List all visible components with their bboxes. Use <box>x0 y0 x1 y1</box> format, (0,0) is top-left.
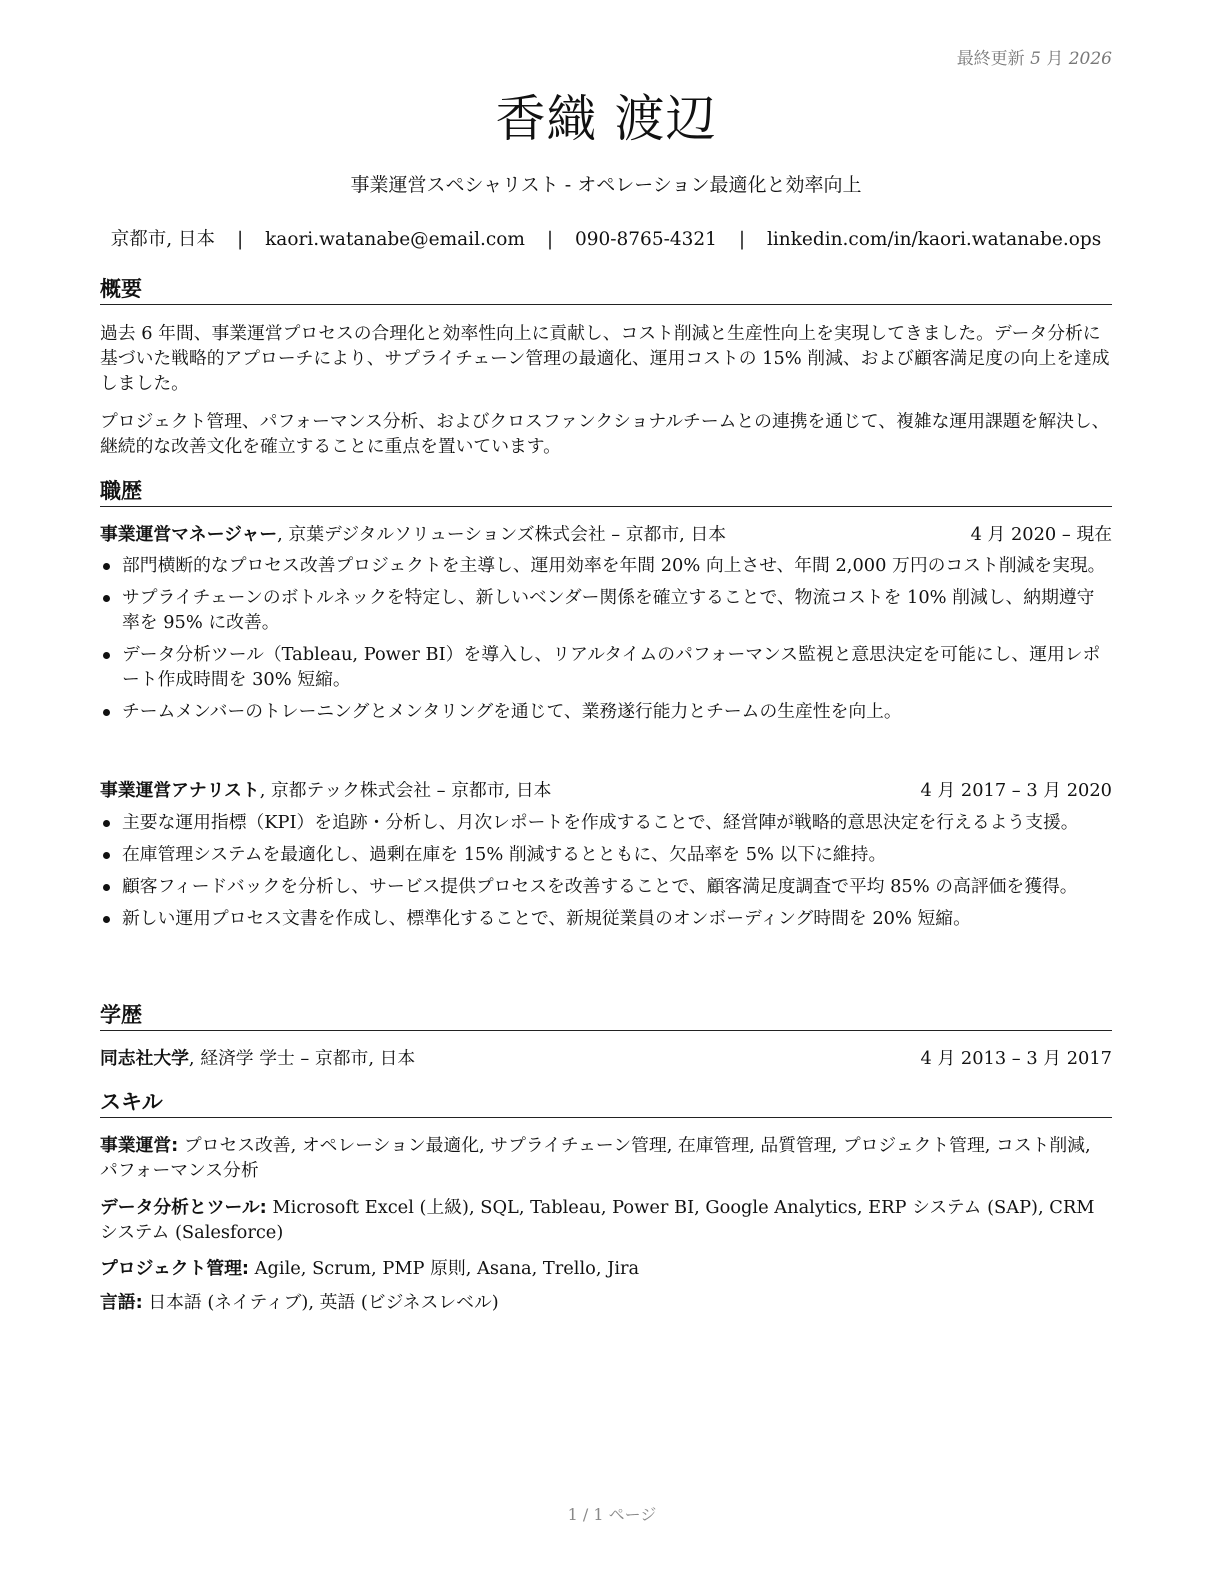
bullet-text: 部門横断的なプロセス改善プロジェクトを主導し、運用効率を年間 20% 向上させ、年間 2,000 万円のコスト削減を実現。 <box>122 555 1106 576</box>
job-dates: 4 月 2017 – 3 月 2020 <box>920 780 1112 801</box>
bullet-text: 顧客フィードバックを分析し、サービス提供プロセスを改善することで、顧客満足度調査で平均 85% の高評価を獲得。 <box>122 876 1078 897</box>
skill-label: データ分析とツール: <box>100 1197 267 1218</box>
last-updated-month: 5 <box>1030 49 1041 69</box>
list-item <box>100 874 1112 899</box>
bullet-text: 在庫管理システムを最適化し、過剰在庫を 15% 削減するとともに、欠品率を 5% 以下に維持。 <box>122 844 887 865</box>
job-role: 事業運営アナリスト <box>100 780 260 801</box>
job-dates: 4 月 2020 – 現在 <box>970 524 1112 545</box>
skill-row <box>100 1133 1112 1183</box>
headline: 事業運営スペシャリスト - オペレーション最適化と効率向上 <box>350 174 862 196</box>
job-bullets <box>100 553 1112 731</box>
last-updated-year: 2026 <box>1068 49 1112 69</box>
job-bullets <box>100 810 1112 938</box>
page-indicator: 1 / 1 ページ <box>567 1505 657 1524</box>
section-title-summary: 概要 <box>100 276 1112 305</box>
bullet-icon <box>103 563 110 570</box>
bullet-text: サプライチェーンのボトルネックを特定し、新しいベンダー関係を確立することで、物流コストを 10% 削減し、納期遵守率を 95% に改善。 <box>122 587 1095 633</box>
last-updated-month-unit: 月 <box>1046 49 1064 69</box>
skill-label: 言語: <box>100 1292 143 1313</box>
bullet-text: データ分析ツール（Tableau, Power BI）を導入し、リアルタイムのパフォーマンス監視と意思決定を可能にし、運用レポート作成時間を 30% 短縮。 <box>122 644 1101 690</box>
list-item <box>100 906 1112 931</box>
section-title-skills: スキル <box>100 1089 1112 1118</box>
education-entry <box>100 1046 1112 1071</box>
last-updated <box>957 44 1112 69</box>
bullet-icon <box>103 884 110 891</box>
contact-location: 京都市, 日本 <box>110 229 216 250</box>
list-item <box>100 585 1112 635</box>
contact-separator: | <box>236 229 244 250</box>
summary-paragraph: 過去 6 年間、事業運営プロセスの合理化と効率性向上に貢献し、コスト削減と生産性向上を実現してきました。データ分析に基づいた戦略的アプローチにより、サプライチェーン管理の最適化、運用コストの 15% 削減、および顧客満足度の向上を達成しました。 <box>100 323 1110 394</box>
bullet-icon <box>103 916 110 923</box>
contact-line <box>100 225 1112 251</box>
list-item <box>100 642 1112 692</box>
skill-row <box>100 1290 1112 1315</box>
bullet-icon <box>103 595 110 602</box>
bullet-text: チームメンバーのトレーニングとメンタリングを通じて、業務遂行能力とチームの生産性を向上。 <box>122 701 902 722</box>
skill-label: 事業運営: <box>100 1135 179 1156</box>
school-name: 同志社大学 <box>100 1048 189 1069</box>
skill-row <box>100 1256 1112 1281</box>
job-org: , 京都テック株式会社 – 京都市, 日本 <box>259 780 552 801</box>
contact-email[interactable]: kaori.watanabe@email.com <box>265 229 525 250</box>
list-item <box>100 810 1112 835</box>
list-item <box>100 553 1112 578</box>
last-updated-prefix: 最終更新 <box>956 49 1025 69</box>
contact-separator: | <box>738 229 746 250</box>
education-dates: 4 月 2013 – 3 月 2017 <box>920 1048 1112 1069</box>
job-role: 事業運営マネージャー <box>100 524 278 545</box>
job-org: , 京葉デジタルソリューションズ株式会社 – 京都市, 日本 <box>277 524 727 545</box>
bullet-icon <box>103 852 110 859</box>
bullet-text: 主要な運用指標（KPI）を追跡・分析し、月次レポートを作成することで、経営陣が戦略的意思決定を行えるよう支援。 <box>122 812 1079 833</box>
contact-phone: 090-8765-4321 <box>574 229 717 250</box>
bullet-icon <box>103 709 110 716</box>
summary-paragraph: プロジェクト管理、パフォーマンス分析、およびクロスファンクショナルチームとの連携を通じて、複雑な運用課題を解決し、継続的な改善文化を確立することに重点を置いています。 <box>100 411 1110 457</box>
job-header <box>100 522 1112 547</box>
bullet-text: 新しい運用プロセス文書を作成し、標準化することで、新規従業員のオンボーディング時間を 20% 短縮。 <box>122 908 971 929</box>
bullet-icon <box>103 652 110 659</box>
section-title-education: 学歴 <box>100 1002 1112 1031</box>
skill-label: プロジェクト管理: <box>100 1258 250 1279</box>
skill-value: Agile, Scrum, PMP 原則, Asana, Trello, Jira <box>249 1258 640 1279</box>
section-title-experience: 職歴 <box>100 478 1112 507</box>
contact-separator: | <box>546 229 554 250</box>
skill-row <box>100 1195 1112 1245</box>
list-item <box>100 842 1112 867</box>
skill-value: プロセス改善, オペレーション最適化, サプライチェーン管理, 在庫管理, 品質管理, プロジェクト管理, コスト削減, パフォーマンス分析 <box>100 1135 1091 1181</box>
degree-detail: , 経済学 学士 – 京都市, 日本 <box>188 1048 416 1069</box>
list-item <box>100 699 1112 724</box>
skill-value: 日本語 (ネイティブ), 英語 (ビジネスレベル) <box>142 1292 499 1313</box>
job-header <box>100 778 1112 803</box>
bullet-icon <box>103 820 110 827</box>
candidate-name: 香織 渡辺 <box>495 90 717 148</box>
skill-value: Microsoft Excel (上級), SQL, Tableau, Power BI, Google Analytics, ERP システム (SAP), CRM システム (Salesforce) <box>100 1197 1095 1243</box>
contact-linkedin[interactable]: linkedin.com/in/kaori.watanabe.ops <box>766 229 1102 250</box>
